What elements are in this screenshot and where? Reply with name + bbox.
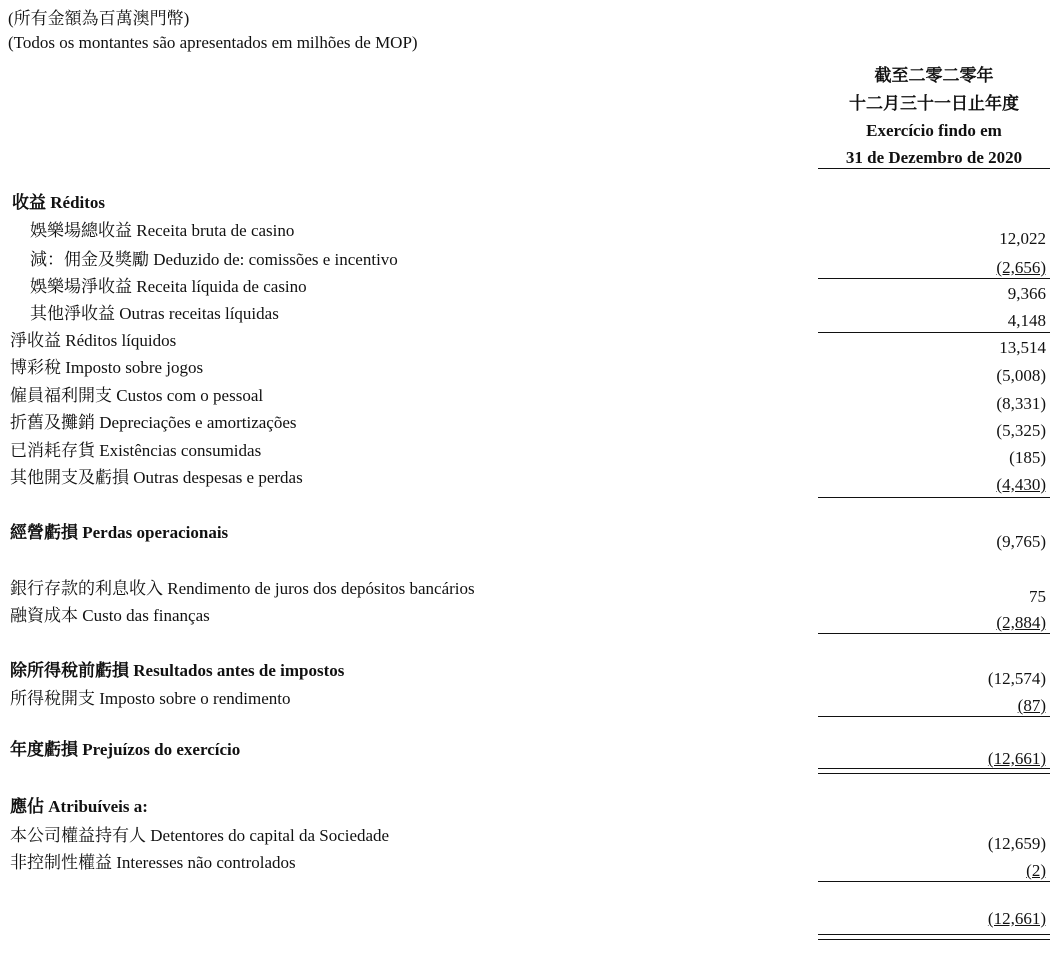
section-title-attributable: 應佔 Atribuíveis a: [10,797,148,816]
subtotal-rule [818,633,1050,634]
row-label: 融資成本 Custo das finanças [10,606,210,625]
row-value: (2,884) [996,613,1046,632]
row-label: 其他淨收益 Outras receitas líquidas [30,304,279,323]
row-value: 12,022 [999,229,1046,248]
subtotal-rule [818,332,1050,333]
row-label: 年度虧損 Prejuízos do exercício [10,740,241,759]
double-rule-bottom [818,773,1050,774]
row-value: (2) [1026,861,1046,880]
double-rule-top [818,934,1050,935]
row-label: 娛樂場總收益 Receita bruta de casino [30,221,295,240]
currency-note-zh: (所有金額為百萬澳門幣) [8,9,190,28]
row-label: 非控制性權益 Interesses não controlados [10,853,296,872]
column-header-line3: Exercício findo em [866,121,1002,140]
row-label: 僱員福利開支 Custos com o pessoal [10,386,264,405]
subtotal-rule [818,497,1050,498]
row-label: 本公司權益持有人 Detentores do capital da Sociedade [10,826,390,845]
row-value: (12,659) [987,834,1046,853]
row-label: 博彩稅 Imposto sobre jogos [10,358,204,377]
row-label: 銀行存款的利息收入 Rendimento de juros dos depósitos bancários [10,579,475,598]
row-value: (5,008) [996,366,1046,385]
subtotal-rule [818,278,1050,279]
row-value: (5,325) [996,421,1046,440]
row-label: 娛樂場淨收益 Receita líquida de casino [30,277,307,296]
row-value: (2,656) [996,258,1046,277]
double-rule-top [818,768,1050,769]
column-header-line1: 截至二零二零年 [874,66,994,85]
row-value: 4,148 [1007,311,1046,330]
row-label: 所得稅開支 Imposto sobre o rendimento [10,689,291,708]
row-value: (12,574) [987,669,1046,688]
row-label: 折舊及攤銷 Depreciações e amortizações [10,413,297,432]
row-value: (4,430) [996,475,1046,494]
row-label: 已消耗存貨 Existências consumidas [10,441,262,460]
row-value: (185) [1009,448,1046,467]
row-label: 經營虧損 Perdas operacionais [10,523,229,542]
column-header-line4: 31 de Dezembro de 2020 [845,148,1023,167]
row-label: 其他開支及虧損 Outras despesas e perdas [10,468,303,487]
row-value: (87) [1017,696,1046,715]
total-value: (12,661) [987,909,1046,928]
row-value: 13,514 [999,338,1046,357]
row-label: 減：佣金及獎勵 Deduzido de: comissões e incentivo [30,250,398,269]
row-value: 75 [1029,587,1046,606]
row-value: (12,661) [987,749,1046,768]
row-label: 淨收益 Réditos líquidos [10,331,177,350]
column-header-rule [818,168,1050,169]
row-value: (9,765) [996,532,1046,551]
subtotal-rule [818,716,1050,717]
row-label: 除所得稅前虧損 Resultados antes de impostos [10,661,345,680]
subtotal-rule [818,881,1050,882]
row-value: 9,366 [1007,284,1046,303]
row-value: (8,331) [996,394,1046,413]
column-header-line2: 十二月三十一日止年度 [849,94,1019,113]
double-rule-bottom [818,939,1050,940]
section-title-revenue: 收益 Réditos [12,193,106,212]
currency-note-pt: (Todos os montantes são apresentados em milhões de MOP) [8,33,418,52]
